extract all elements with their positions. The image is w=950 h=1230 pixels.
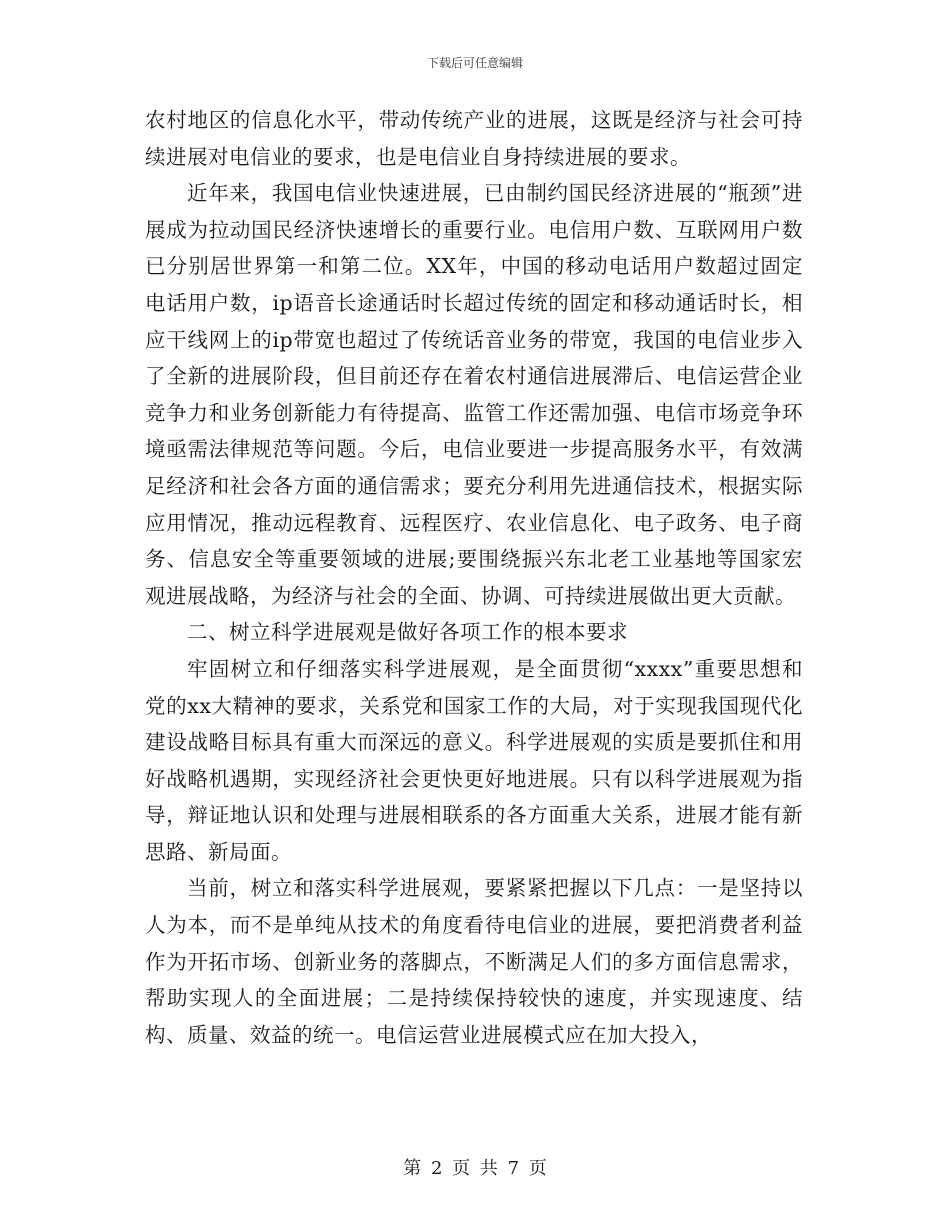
paragraph-1: 农村地区的信息化水平，带动传统产业的进展，这既是经济与社会可持续进展对电信业的要求，也是电信业自身持续进展的要求。 <box>145 108 803 169</box>
page-number-footer: 第 2 页 共 7 页 <box>403 1158 547 1179</box>
section-heading: 二、树立科学进展观是做好各项工作的根本要求 <box>187 620 628 645</box>
paragraph-2: 近年来，我国电信业快速进展，已由制约国民经济进展的“瓶颈”进展成为拉动国民经济快速增长的重要行业。电信用户数、互联网用户数已分别居世界第一和第二位。XX年，中国的移动电话用户数超过固定电话用户数，ip语音长途通话时长超过传统的固定和移动通话时长，相应干线网上的ip带宽也超过了传统话音业务的带宽，我国的电信业步入了全新的进展阶段，但目前还存在着农村通信进展滞后、电信运营企业竞争力和业务创新能力有待提高、监管工作还需加强、电信市场竞争环境亟需法律规范等问题。今后，电信业要进一步提高服务水平，有效满足经济和社会各方面的通信需求；要充分利用先进通信技术，根据实际应用情况，推动远程教育、远程医疗、农业信息化、电子政务、电子商务、信息安全等重要领域的进展;要围绕振兴东北老工业基地等国家宏观进展战略，为经济与社会的全面、协调、可持续进展做出更大贡献。 <box>145 181 803 608</box>
document-body <box>145 102 803 1053</box>
paragraph-4: 当前，树立和落实科学进展观，要紧紧把握以下几点：一是坚持以人为本，而不是单纯从技术的角度看待电信业的进展，要把消费者利益作为开拓市场、创新业务的落脚点，不断满足人们的多方面信息需求，帮助实现人的全面进展；二是持续保持较快的速度，并实现速度、结构、质量、效益的统一。电信运营业进展模式应在加大投入， <box>145 876 803 1047</box>
page-header: 下载后可任意编辑 <box>426 56 523 70</box>
paragraph-3: 牢固树立和仔细落实科学进展观，是全面贯彻“xxxx”重要思想和党的xx大精神的要求，关系党和国家工作的大局，对于实现我国现代化建设战略目标具有重大而深远的意义。科学进展观的实质是要抓住和用好战略机遇期，实现经济社会更快更好地进展。只有以科学进展观为指导，辩证地认识和处理与进展相联系的各方面重大关系，进展才能有新思路、新局面。 <box>145 656 803 864</box>
